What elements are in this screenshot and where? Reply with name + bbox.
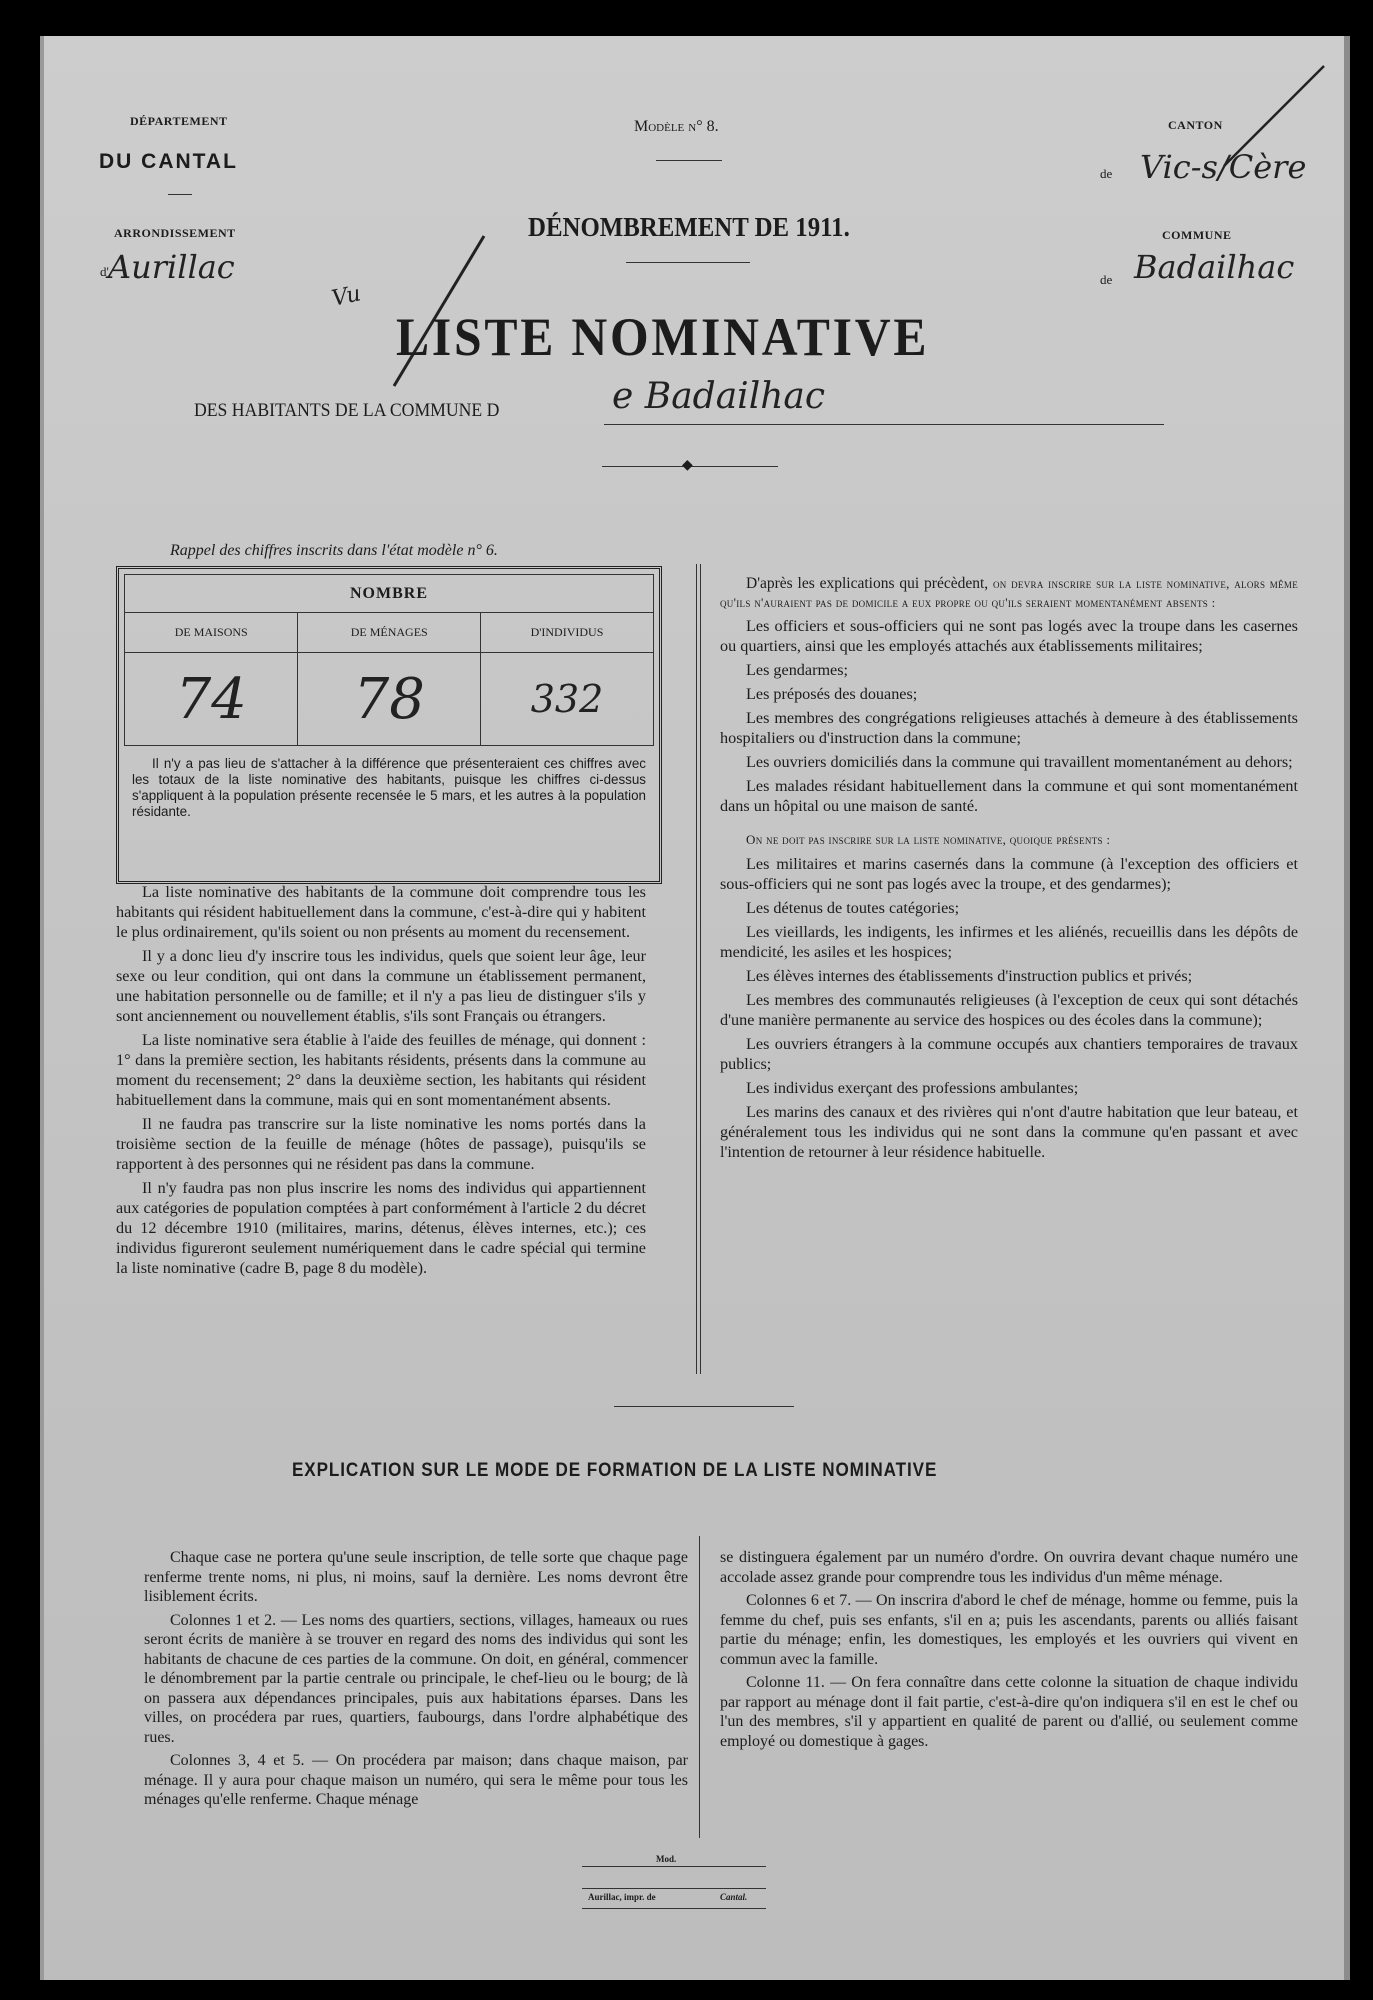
footer-rule (582, 1908, 766, 1909)
exclude-item: Les militaires et marins casernés dans la commune (à l'exception des officiers et sous-officiers qui ne sont pas logés avec la troupe, et des gendarmes); (720, 855, 1298, 893)
census-sheet (40, 36, 1350, 1980)
arrondissement-handwritten: Aurillac (108, 248, 235, 286)
document-title: LISTE NOMINATIVE (396, 307, 930, 367)
exclude-item: Les détenus de toutes catégories; (746, 899, 960, 917)
departement-value: DU CANTAL (99, 150, 238, 173)
individus-value: 332 (480, 653, 653, 746)
paragraph: se distinguera également par un numéro d'ordre. On ouvrira devant chaque numéro une accolade assez grande pour comprendre tous les individus d'un même ménage. (720, 1549, 1298, 1586)
commune-handwritten: Badailhac (1134, 248, 1295, 286)
ornament-icon: ◆ (682, 458, 693, 473)
divider (168, 194, 192, 195)
exclude-item: Les individus exerçant des professions ambulantes; (746, 1079, 1079, 1097)
denombrement-title: DÉNOMBREMENT DE 1911. (528, 212, 850, 242)
rappel-table (124, 574, 654, 746)
intro-smallcaps: on devra inscrire sur la liste nominative, alors même qu'ils n'auraient pas de domicile a eux propre ou qu'ils seraient momentanément absents : (720, 576, 1298, 610)
footer-rule (582, 1888, 766, 1889)
paragraph: Chaque case ne portera qu'une seule inscription, de telle sorte que chaque page renferme trente noms, ni plus, ni moins, sauf la dernière. Les noms devront être lisiblement écrits. (144, 1549, 688, 1605)
divider (614, 1406, 794, 1407)
commune-name-handwritten: e Badailhac (612, 376, 826, 417)
document-subtitle: DES HABITANTS DE LA COMMUNE D (194, 400, 500, 421)
exclude-intro: On ne doit pas inscrire sur la liste nominative, quoique présents : (746, 832, 1111, 847)
paragraph: Il ne faudra pas transcrire sur la liste nominative les noms portés dans la troisième section de la feuille de ménage (hôtes de passage), puisqu'ils se rapportent à des personnes qui ne résident pas dans la commune. (116, 1115, 646, 1173)
column-divider (699, 1536, 700, 1838)
include-item: Les préposés des douanes; (746, 685, 918, 703)
exclude-item: Les élèves internes des établissements d'instruction publics et privés; (746, 967, 1193, 985)
exclude-item: Les marins des canaux et des rivières qui n'ont d'autre habitation que leur bateau, et généralement tous les individus qui ne sont dans la commune qu'en passant et avec l'intention de retourner à leur résidence habituelle. (720, 1103, 1298, 1161)
intro-text: D'après les explications qui précèdent, (746, 575, 989, 592)
col-menages-header: DE MÉNAGES (298, 613, 481, 653)
maisons-value: 74 (125, 653, 298, 746)
column-divider (696, 564, 697, 1374)
paragraph: Il y a donc lieu d'y inscrire tous les individus, quels que soient leur âge, leur sexe ou leur condition, qui ont dans la commune un établissement permanent, une habitation personnelle ou de famille; et il n'y a pas lieu de distinguer s'ils y sont anciennement ou nouvellement établis, s'ils sont Français ou étrangers. (116, 947, 646, 1025)
paragraph: Il n'y faudra pas non plus inscrire les noms des individus qui appartiennent aux catégories de population comptées à part conformément à l'article 2 du décret du 12 décembre 1910 (militaires, marins, détenus, élèves internes, etc.); ces individus figureront seulement numériquement dans le cadre spécial qui termine la liste nominative (cadre B, page 8 du modèle). (116, 1179, 646, 1277)
include-item: Les ouvriers domiciliés dans la commune qui travaillent momentanément au dehors; (746, 753, 1293, 771)
exclude-item: Les vieillards, les indigents, les infirmes et les aliénés, recueillis dans les dépôts de mendicité, les asiles et les hospices; (720, 923, 1298, 961)
include-item: Les officiers et sous-officiers qui ne sont pas logés avec la troupe dans les casernes ou quartiers, ainsi que les employés attachés aux établissements militaires; (720, 617, 1298, 655)
departement-label: DÉPARTEMENT (130, 114, 228, 128)
commune-label: COMMUNE (1162, 228, 1232, 242)
paragraph: Colonne 11. — On fera connaître dans cette colonne la situation de chaque individu par rapport au ménage dont il fait partie, c'est-à-dire qu'on indiquera s'il en est le chef ou l'un des membres, s'il y appartient en qualité de parent ou d'allié, ou seulement comme employé ou domestique à gages. (720, 1674, 1298, 1750)
rappel-note: Il n'y a pas lieu de s'attacher à la différence que présenteraient ces chiffres avec les totaux de la liste nominative des habitants, puisque les chiffres ci-dessus s'appliquent à la population présente recensée le 5 mars, et les autres à la population résidante. (132, 756, 646, 819)
margin-handwritten: Vu (329, 281, 363, 312)
paragraph: Colonnes 1 et 2. — Les noms des quartiers, sections, villages, hameaux ou rues seront écrits de manière à se trouver en regard des noms des individus qui sont les habitants de chacune de ces parties de la commune. On doit, en général, commencer le dénombrement par la partie centrale ou principale, le chef-lieu ou le bourg; de là on passera aux dépendances principales, puis aux habitations éparses. Dans les villes, on procédera par rues, quartiers, faubourgs, dans l'ordre alphabétique des rues. (144, 1611, 688, 1746)
include-item: Les membres des congrégations religieuses attachés à demeure à des établissements hospitaliers ou d'instruction dans la commune; (720, 709, 1298, 747)
exclude-item: Les membres des communautés religieuses (à l'exception de ceux qui sont détachés d'une manière permanente au service des hospices ou des écoles dans la commune); (720, 991, 1298, 1029)
paragraph: La liste nominative des habitants de la commune doit comprendre tous les habitants qui résident habituellement dans la commune, c'est-à-dire qui y habitent le plus ordinairement, qu'ils soient ou non présents au moment du recensement. (116, 883, 646, 941)
exclude-item: Les ouvriers étrangers à la commune occupés aux chantiers temporaires de travaux publics; (720, 1035, 1298, 1073)
paragraph: La liste nominative sera établie à l'aide des feuilles de ménage, qui donnent : 1° dans la première section, les habitants résidents, présents dans la commune au moment du recensement; 2° dans la deuxième section, les habitants qui résident habituellement dans la commune, mais qui en sont momentanément absents. (116, 1031, 646, 1109)
left-column (116, 882, 646, 1282)
footer-mod: Mod. (656, 1854, 677, 1864)
explication-right-column (720, 1548, 1298, 1755)
arrondissement-label: ARRONDISSEMENT (114, 226, 236, 240)
menages-value: 78 (298, 653, 481, 746)
right-column (720, 574, 1298, 1166)
rappel-box (116, 566, 662, 884)
include-item: Les malades résidant habituellement dans la commune et qui sont momentanément dans un hôpital ou une maison de santé. (720, 777, 1298, 815)
margin-pen-strokes (324, 36, 1373, 436)
canton-label: CANTON (1168, 118, 1223, 132)
include-item: Les gendarmes; (746, 661, 849, 679)
canton-handwritten: Vic-s/Cère (1140, 148, 1307, 186)
explication-left-column (144, 1548, 688, 1814)
col-individus-header: D'INDIVIDUS (480, 613, 653, 653)
canton-prefix: de (1100, 166, 1113, 181)
arrondissement-prefix: d' (100, 264, 109, 279)
fill-line (604, 424, 1164, 425)
col-maisons-header: DE MAISONS (125, 613, 298, 653)
paragraph: Colonnes 6 et 7. — On inscrira d'abord le chef de ménage, homme ou femme, puis la femme du chef, puis ses enfants, s'il en a; puis les ascendants, parents ou alliés faisant partie du ménage; enfin, les domestiques, les employés et les ouvriers qui vivent en commun avec la famille. (720, 1592, 1298, 1668)
footer-rule (582, 1866, 766, 1867)
column-divider (700, 564, 701, 1374)
nombre-header: NOMBRE (125, 575, 654, 613)
modele-number: Modèle n° 8. (634, 118, 719, 135)
rappel-caption: Rappel des chiffres inscrits dans l'état modèle n° 6. (170, 542, 498, 559)
footer-cantal: Cantal. (720, 1892, 748, 1902)
paragraph: Colonnes 3, 4 et 5. — On procédera par maison; dans chaque maison, par ménage. Il y aura pour chaque maison un numéro, qui sera le même pour tous les ménages qu'elle renferme. Chaque ménage (144, 1752, 688, 1808)
explication-title: EXPLICATION SUR LE MODE DE FORMATION DE LA LISTE NOMINATIVE (292, 1460, 938, 1481)
commune-prefix: de (1100, 272, 1113, 287)
footer-imprimerie: Aurillac, impr. de (588, 1892, 656, 1902)
